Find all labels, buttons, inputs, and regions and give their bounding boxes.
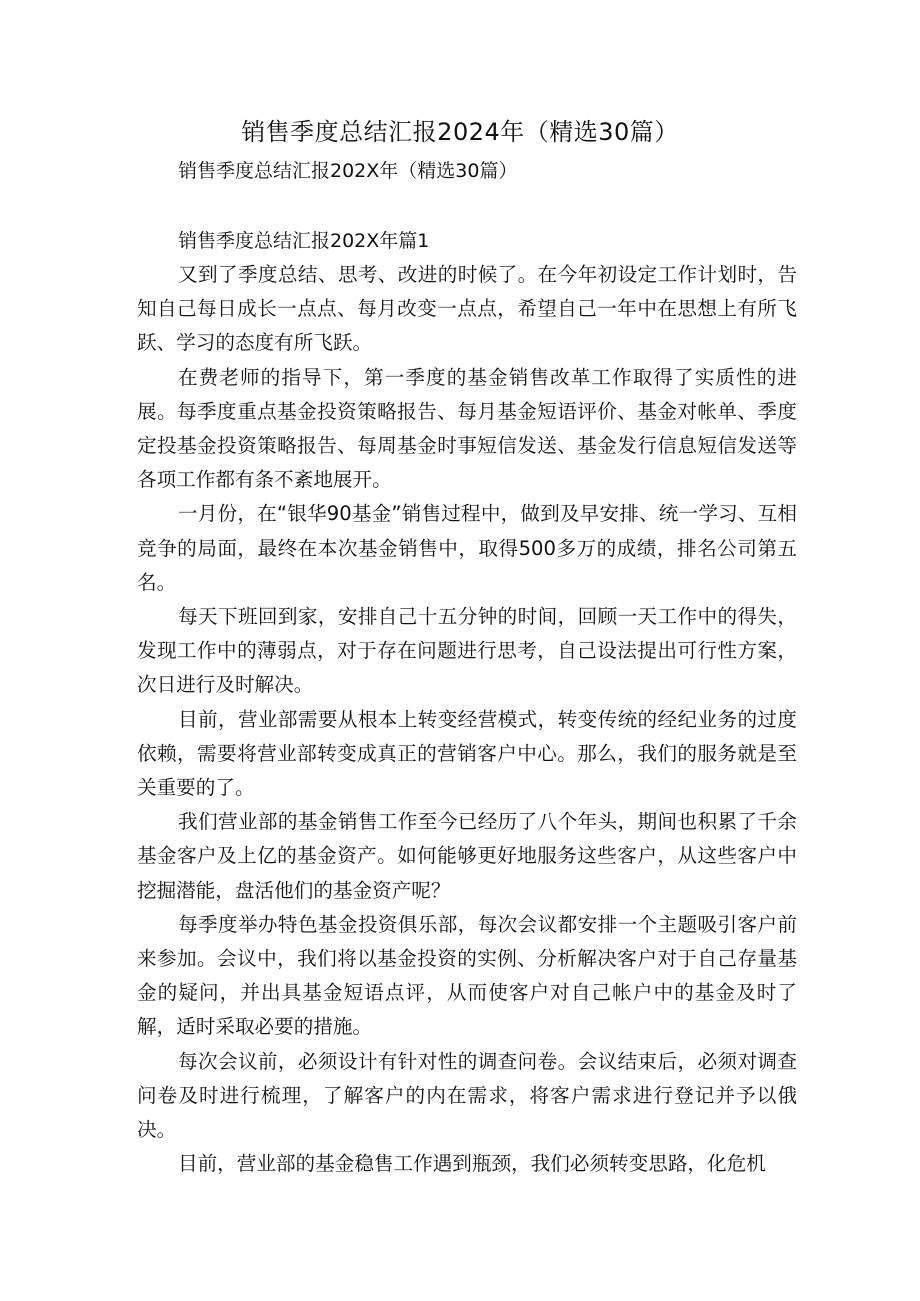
document-title: 销售季度总结汇报2024年（精选30篇）	[241, 118, 679, 146]
paragraph: 每天下班回到家，安排自己十五分钟的时间，回顾一天工作中的得失，发现工作中的薄弱点，对于存在问题进行思考，自己设法提出可行性方案，次日进行及时解决。	[137, 605, 797, 697]
paragraph: 又到了季度总结、思考、改进的时候了。在今年初设定工作计划时，告知自己每日成长一点点、每月改变一点点，希望自己一年中在思想上有所飞跃、学习的态度有所飞跃。	[137, 263, 797, 355]
paragraph: 在费老师的指导下，第一季度的基金销售改革工作取得了实质性的进展。每季度重点基金投资策略报告、每月基金短语评价、基金对帐单、季度定投基金投资策略报告、每周基金时事短信发送、基金发行信息短信发送等各项工作都有条不紊地展开。	[137, 365, 797, 492]
paragraph: 目前，营业部的基金稳售工作遇到瓶颈，我们必须转变思路，化危机	[178, 1152, 766, 1176]
document-body	[137, 258, 797, 1181]
paragraph: 每季度举办特色基金投资俱乐部，每次会议都安排一个主题吸引客户前来参加。会议中，我们将以基金投资的实例、分析解决客户对于自己存量基金的疑问，并出具基金短语点评，从而使客户对自己帐户中的基金及时了解，适时采取必要的措施。	[137, 912, 797, 1039]
paragraph: 每次会议前，必须设计有针对性的调查问卷。会议结束后，必须对调查问卷及时进行梳理，了解客户的内在需求，将客户需求进行登记并予以俄决。	[137, 1049, 797, 1142]
paragraph: 我们营业部的基金销售工作至今已经历了八个年头，期间也积累了千余基金客户及上亿的基金资产。如何能够更好地服务这些客户，从这些客户中挖掘潜能，盘活他们的基金资产呢？	[137, 810, 797, 902]
paragraph: 一月份，在“银华90基金”销售过程中，做到及早安排、统一学习、互相竞争的局面，最终在本次基金销售中，取得500多万的成绩，排名公司第五名。	[137, 502, 797, 594]
section-heading: 销售季度总结汇报202X年篇1	[178, 230, 430, 252]
document-subtitle: 销售季度总结汇报202X年（精选30篇）	[178, 160, 518, 182]
paragraph: 目前，营业部需要从根本上转变经营模式，转变传统的经纪业务的过度依赖，需要将营业部转变成真正的营销客户中心。那么，我们的服务就是至关重要的了。	[137, 707, 797, 800]
